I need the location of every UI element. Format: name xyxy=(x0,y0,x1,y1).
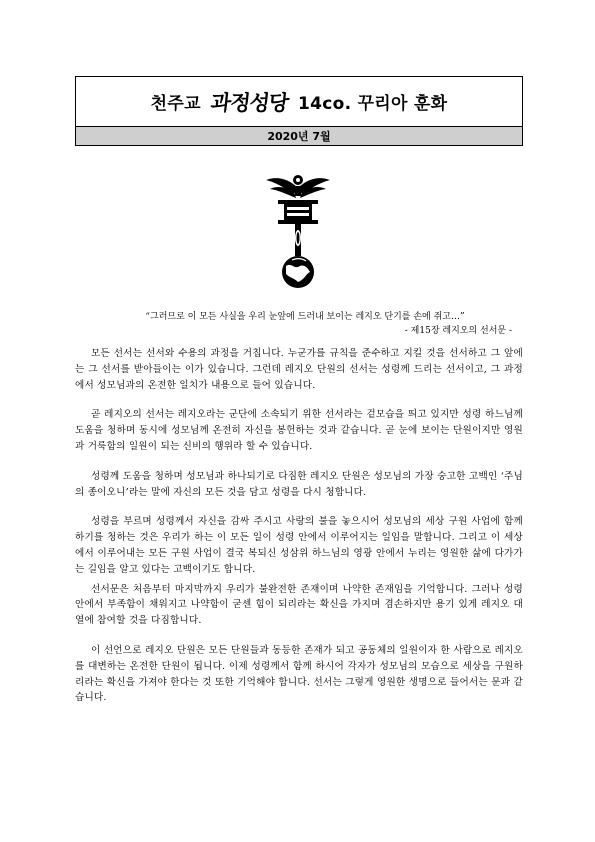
title-prefix: 천주교 xyxy=(150,94,201,114)
paragraph: 성령께 도움을 청하며 성모님과 하나되기로 다짐한 레지오 단원은 성모님의 가장 숭고한 고백인 ‘주님의 종이오니’라는 말에 자신의 모든 것을 담고 성령을 다시 청합니다. xyxy=(75,470,523,498)
legion-vexillum-icon xyxy=(264,170,332,290)
title-box xyxy=(75,76,523,127)
quote-source: - 제15장 레지오의 선서문 - xyxy=(404,326,512,336)
date-text: 2020년 7월 xyxy=(267,130,331,143)
paragraph: 곧 레지오의 선서는 레지오라는 군단에 소속되기 위한 선서라는 겉모습을 띄고 있지만 성령 하느님께 도움을 청하며 동시에 성모님께 온전히 자신을 봉헌하는 것과 같습니다. 곧 눈에 보이는 단원이지만 영원과 거룩함의 일원이 되는 신비의 행위라 할 수 있습니다. xyxy=(75,409,523,452)
quote-text: “그러므로 이 모든 사실을 우리 눈앞에 드러내 보이는 레지오 단기를 손에 쥐고…” xyxy=(145,312,465,322)
date-bar xyxy=(75,126,523,146)
body-text xyxy=(75,346,523,706)
paragraph: 선서문은 처음부터 마지막까지 우리가 불완전한 존재이며 나약한 존재임을 기억합니다. 그러나 성령 안에서 부족함이 채워지고 나약함이 굳센 힘이 되리라는 확신을 가지며 겸손하지만 용기 있게 레지오 대열에 참여할 것을 다짐합니다. xyxy=(75,583,523,627)
paragraph: 성령을 부르며 성령께서 자신을 감싸 주시고 사랑의 불을 놓으시어 성모님의 세상 구원 사업에 함께 하기를 청하는 것은 우리가 하는 이 모든 일이 성령 안에서 이루어지는 일임을 말합니다. 그리고 이 세상에서 이루어내는 모든 구원 사업이 결국 복되신 성삼위 하느님의 영광 안에서 누리는 영원한 삶에 다가가는 길임을 알고 있다는 고백이기도 합니다. xyxy=(75,516,523,575)
paragraph: 모든 선서는 선서와 수용의 과정을 거칩니다. 누군가를 규칙을 준수하고 지킬 것을 선서하고 그 앞에는 그 선서를 받아들이는 이가 있습니다. 그런데 레지오 단원의 선서는 성령께 드리는 선서이고, 그 과정에서 성모님과의 온전한 일치가 내용으로 들어 있습니다. xyxy=(75,348,523,391)
parish-logo-text: 과정성당 xyxy=(209,89,290,115)
title-suffix: 14co. 꾸리아 훈화 xyxy=(297,94,448,114)
paragraph: 이 선언으로 레지오 단원은 모든 단원들과 동등한 존재가 되고 공동체의 일원이자 한 사람으로 레지오를 대변하는 온전한 단원이 됩니다. 이제 성령께서 함께 하시어 각자가 성모님의 모습으로 세상을 구원하리라는 확신을 가져야 한다는 것 또한 기억해야 합니다. 선서는 그렇게 영원한 생명으로 들어서는 문과 같습니다. xyxy=(75,644,523,704)
